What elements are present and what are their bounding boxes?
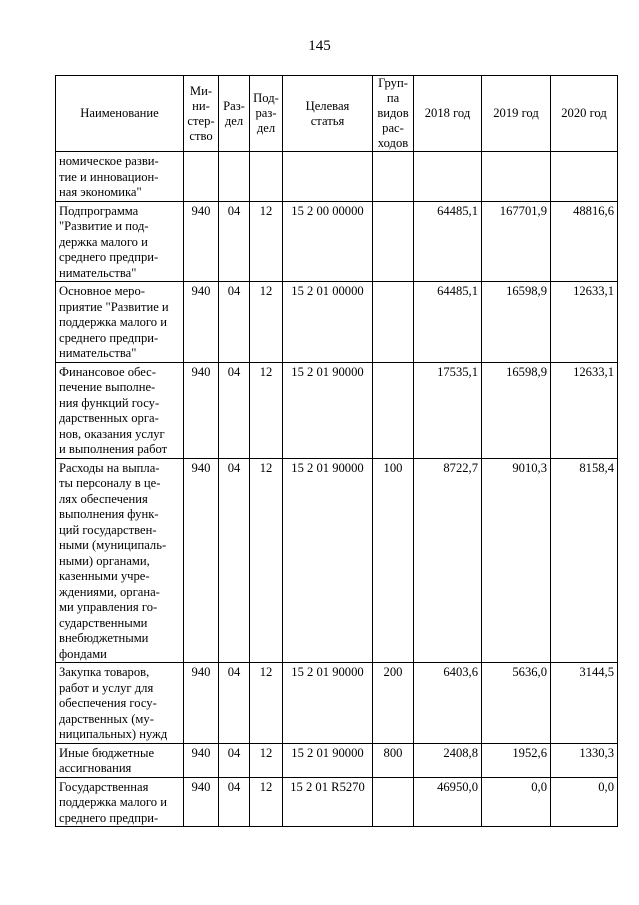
cell-y2019: 5636,0 [482,663,551,744]
cell-y2018: 8722,7 [414,458,482,663]
cell-y2020: 12633,1 [551,362,618,458]
header-2018: 2018 год [414,76,482,152]
cell-group [373,152,414,202]
cell-subsection [250,152,283,202]
cell-group: 200 [373,663,414,744]
cell-section: 04 [219,663,250,744]
cell-y2018: 64485,1 [414,282,482,363]
cell-group: 800 [373,743,414,777]
table-header-row [56,76,618,152]
cell-y2019: 9010,3 [482,458,551,663]
cell-y2019: 167701,9 [482,201,551,282]
cell-subsection: 12 [250,777,283,827]
cell-name: Расходы на выпла- ты персоналу в це- лях обеспечения выполнения функ- ций государствен- ными (муниципаль- ными) органами, казенными учре- ждениями, органа- ми управления го- сударственными внебюджетными фондами [56,458,184,663]
cell-y2018: 17535,1 [414,362,482,458]
header-subsection: Под- раз- дел [250,76,283,152]
cell-subsection: 12 [250,201,283,282]
cell-subsection: 12 [250,663,283,744]
header-target: Целевая статья [283,76,373,152]
cell-ministry [184,152,219,202]
cell-ministry: 940 [184,743,219,777]
cell-target [283,152,373,202]
header-ministry: Ми- ни- стер- ство [184,76,219,152]
table-row [56,152,618,202]
cell-name: Финансовое обес- печение выполне- ния функций госу- дарственных орга- нов, оказания услуг и выполнения работ [56,362,184,458]
cell-name: Основное меро- приятие "Развитие и поддержка малого и среднего предпри- нимательства" [56,282,184,363]
cell-y2019 [482,152,551,202]
table-row [56,777,618,827]
cell-name: Подпрограмма "Развитие и под- держка малого и среднего предпри- нимательства" [56,201,184,282]
table-row [56,201,618,282]
cell-target: 15 2 01 90000 [283,362,373,458]
cell-y2020: 12633,1 [551,282,618,363]
header-name: Наименование [56,76,184,152]
cell-y2018 [414,152,482,202]
cell-y2019: 1952,6 [482,743,551,777]
cell-group [373,201,414,282]
cell-section: 04 [219,743,250,777]
cell-section [219,152,250,202]
cell-target: 15 2 01 90000 [283,743,373,777]
cell-group [373,282,414,363]
cell-target: 15 2 01 R5270 [283,777,373,827]
cell-name: номическое разви- тие и инновацион- ная экономика" [56,152,184,202]
cell-subsection: 12 [250,743,283,777]
cell-y2020: 0,0 [551,777,618,827]
cell-ministry: 940 [184,201,219,282]
cell-name: Иные бюджетные ассигнования [56,743,184,777]
cell-target: 15 2 01 00000 [283,282,373,363]
cell-ministry: 940 [184,282,219,363]
cell-ministry: 940 [184,362,219,458]
cell-section: 04 [219,282,250,363]
cell-ministry: 940 [184,663,219,744]
table-row [56,663,618,744]
cell-section: 04 [219,362,250,458]
table-row [56,743,618,777]
cell-y2018: 46950,0 [414,777,482,827]
cell-y2020: 8158,4 [551,458,618,663]
cell-y2018: 64485,1 [414,201,482,282]
cell-y2018: 6403,6 [414,663,482,744]
table-row [56,458,618,663]
cell-group [373,362,414,458]
cell-y2020: 1330,3 [551,743,618,777]
page-number: 145 [308,38,331,54]
cell-section: 04 [219,777,250,827]
cell-section: 04 [219,458,250,663]
cell-y2018: 2408,8 [414,743,482,777]
cell-y2020: 3144,5 [551,663,618,744]
cell-section: 04 [219,201,250,282]
cell-subsection: 12 [250,362,283,458]
cell-subsection: 12 [250,458,283,663]
cell-subsection: 12 [250,282,283,363]
cell-ministry: 940 [184,458,219,663]
cell-y2019: 0,0 [482,777,551,827]
cell-y2019: 16598,9 [482,282,551,363]
cell-name: Закупка товаров, работ и услуг для обеспечения госу- дарственных (му- ниципальных) нужд [56,663,184,744]
cell-y2020: 48816,6 [551,201,618,282]
table-row [56,282,618,363]
cell-target: 15 2 01 90000 [283,458,373,663]
cell-ministry: 940 [184,777,219,827]
header-group: Груп- па видов рас- ходов [373,76,414,152]
cell-name: Государственная поддержка малого и среднего предпри- [56,777,184,827]
cell-y2019: 16598,9 [482,362,551,458]
header-2019: 2019 год [482,76,551,152]
header-2020: 2020 год [551,76,618,152]
cell-group [373,777,414,827]
budget-table [55,75,618,827]
cell-target: 15 2 01 90000 [283,663,373,744]
cell-target: 15 2 00 00000 [283,201,373,282]
header-section: Раз- дел [219,76,250,152]
cell-y2020 [551,152,618,202]
table-row [56,362,618,458]
cell-group: 100 [373,458,414,663]
